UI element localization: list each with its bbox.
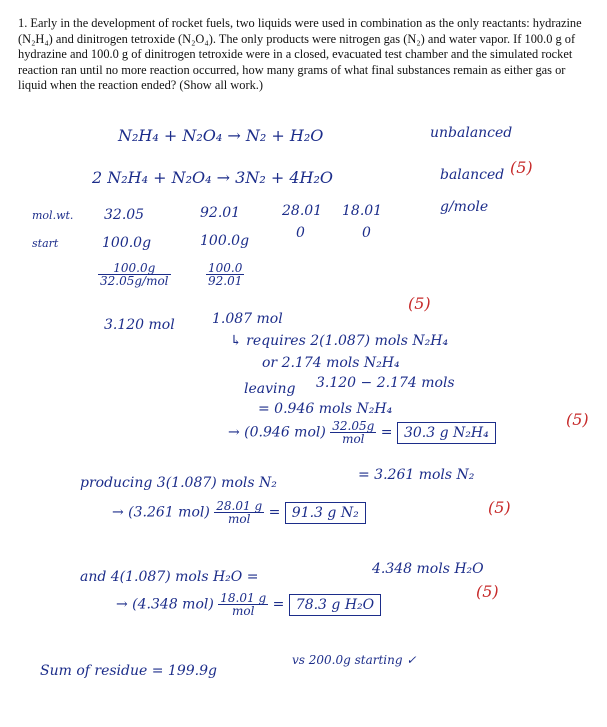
n2-moles: = 3.261 mols N₂ — [358, 467, 475, 483]
excess-frac-num: 32.05g — [332, 419, 375, 433]
molwt-tetroxide: 92.01 — [200, 205, 241, 221]
n2-result: 91.3 g N₂ — [285, 502, 366, 524]
hydrazine-moles: 3.120 mol — [104, 317, 175, 333]
excess-frac-den: mol — [342, 432, 365, 446]
balanced-note: balanced — [440, 167, 505, 183]
h2o-frac-num: 18.01 g — [220, 591, 267, 605]
score-limiting: (5) — [408, 294, 431, 313]
leaving-label: leaving — [244, 381, 296, 397]
h2o-moles: 4.348 mols H₂O — [372, 561, 484, 577]
requires-line-1: ↳ requires 2(1.087) mols N₂H₄ — [230, 333, 449, 349]
n2-frac-den: mol — [227, 512, 251, 526]
requires-line-2: or 2.174 mols N₂H₄ — [262, 355, 400, 371]
score-excess: (5) — [566, 410, 589, 429]
tetroxide-moles: 1.087 mol — [212, 311, 283, 327]
leaving-result: = 0.946 mols N₂H₄ — [258, 401, 393, 417]
excess-calc: → (0.946 mol) $\frac{32.05g}{\text{mol}}$ = 30.3 g N₂H₄ — [228, 420, 496, 445]
start-water: 0 — [362, 225, 371, 241]
n2-frac-num: 28.01 g — [216, 499, 263, 513]
h2o-calc: → (4.348 mol) $\frac{18.01 g}{\text{mol}}$ = 78.3 g H₂O — [116, 592, 381, 617]
start-nitrogen: 0 — [296, 225, 305, 241]
score-balanced: (5) — [510, 158, 533, 177]
unbalanced-equation: N₂H₄ + N₂O₄ → N₂ + H₂O — [118, 126, 324, 145]
start-tetroxide: 100.0g — [200, 233, 250, 249]
hydrazine-frac-den: 32.05g/mol — [100, 274, 169, 288]
excess-calc-prefix: → (0.946 mol) — [228, 424, 326, 441]
molwt-water: 18.01 — [342, 203, 383, 219]
n2-calc-prefix: → (3.261 mol) — [112, 504, 210, 521]
score-h2o: (5) — [476, 582, 499, 601]
molwt-hydrazine: 32.05 — [104, 207, 145, 223]
tetroxide-mole-fraction — [206, 262, 244, 287]
h2o-calc-prefix: → (4.348 mol) — [116, 596, 214, 613]
hydrazine-frac-num: 100.0g — [98, 262, 171, 275]
start-hydrazine: 100.0g — [102, 235, 152, 251]
tetroxide-frac-num: 100.0 — [208, 261, 243, 275]
molwt-label: mol.wt. — [32, 209, 74, 222]
unbalanced-note: unbalanced — [430, 125, 513, 141]
hydrazine-mole-fraction — [98, 262, 171, 287]
sum-of-residue: Sum of residue = 199.9g — [40, 663, 217, 679]
score-n2: (5) — [488, 498, 511, 517]
n2-calc: → (3.261 mol) $\frac{28.01 g}{\text{mol}}$ = 91.3 g N₂ — [112, 500, 366, 525]
tetroxide-frac-den: 92.01 — [208, 274, 243, 288]
question-text: 1. Early in the development of rocket fuels, two liquids were used in combination as the only reactants: hydrazine (N₂H₄) and dinitrogen tetroxide (N₂O₄). The only products were nitrogen gas (N₂) and water vapor. If 100.0 g of hydrazine and 100.0 g of dinitrogen tetroxide were in a closed, evacuated test chamber and the simulated rocket reaction ran until no more reaction occurred, how many grams of what final substances remain as either gas or liquid when the reaction ended? (Show all work.) — [18, 16, 582, 92]
balanced-equation: 2 N₂H₄ + N₂O₄ → 3N₂ + 4H₂O — [92, 168, 333, 187]
molwt-nitrogen: 28.01 — [282, 203, 323, 219]
h2o-frac-den: mol — [231, 604, 255, 618]
start-label: start — [32, 237, 59, 250]
n2-producing: producing 3(1.087) mols N₂ — [80, 475, 277, 491]
leaving-calc: 3.120 − 2.174 mols — [316, 375, 455, 391]
molwt-unit: g/mole — [440, 199, 489, 215]
excess-result: 30.3 g N₂H₄ — [397, 422, 496, 444]
h2o-producing: and 4(1.087) mols H₂O = — [80, 569, 259, 585]
h2o-result: 78.3 g H₂O — [289, 594, 381, 616]
sum-comparison: vs 200.0g starting ✓ — [292, 653, 417, 667]
